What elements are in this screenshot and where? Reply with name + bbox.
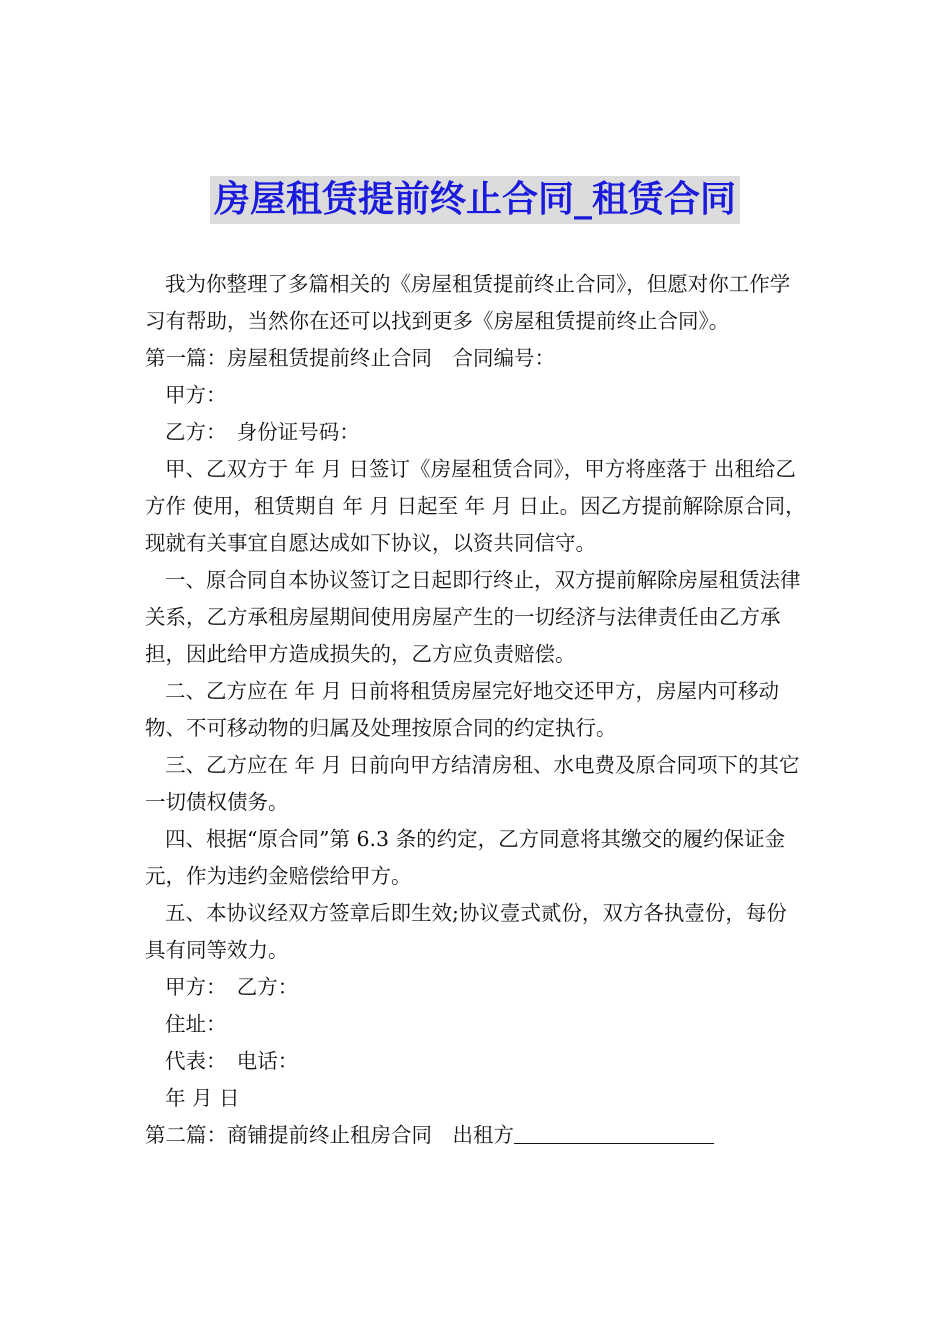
intro-paragraph: 我为你整理了多篇相关的《房屋租赁提前终止合同》，但愿对你工作学习有帮助，当然你在还可以找到更多《房屋租赁提前终止合同》。 <box>145 272 791 333</box>
party-a-line: 甲方： <box>165 383 227 407</box>
clause-4: 四、根据“原合同”第 6.3 条的约定，乙方同意将其缴交的履约保证金 元，作为违约金赔偿给甲方。 <box>145 827 786 888</box>
clause-3: 三、乙方应在 年 月 日前向甲方结清房租、水电费及原合同项下的其它一切债权债务。 <box>145 753 800 814</box>
document-title: 房屋租赁提前终止合同_租赁合同 <box>210 176 740 224</box>
signature-parties: 甲方： 乙方： <box>165 975 299 999</box>
section2-heading-line <box>145 1117 807 1154</box>
party-b-line: 乙方： 身份证号码： <box>165 420 360 444</box>
section2-heading: 第二篇：商铺提前终止租房合同 出租方 <box>145 1123 514 1147</box>
preamble-paragraph: 甲、乙双方于 年 月 日签订《房屋租赁合同》，甲方将座落于 出租给乙方作 使用，租赁期自 年 月 日起至 年 月 日止。因乙方提前解除原合同，现就有关事宜自愿达成如下协议，以资共同信守。 <box>145 457 806 555</box>
clause-5: 五、本协议经双方签章后即生效;协议壹式贰份，双方各执壹份，每份具有同等效力。 <box>145 901 787 962</box>
signature-address: 住址： <box>165 1012 227 1036</box>
section1-heading: 第一篇：房屋租赁提前终止合同 合同编号： <box>145 346 555 370</box>
clause-1: 一、原合同自本协议签订之日起即行终止，双方提前解除房屋租赁法律关系，乙方承租房屋期间使用房屋产生的一切经济与法律责任由乙方承担，因此给甲方造成损失的，乙方应负责赔偿。 <box>145 568 801 666</box>
title-container <box>0 176 950 224</box>
signature-representative: 代表： 电话： <box>165 1049 299 1073</box>
clause-2: 二、乙方应在 年 月 日前将租赁房屋完好地交还甲方，房屋内可移动物、不可移动物的归属及处理按原合同的约定执行。 <box>145 679 780 740</box>
document-body <box>145 266 807 1154</box>
lessor-blank-line <box>514 1121 714 1144</box>
signature-date: 年 月 日 <box>165 1086 240 1110</box>
